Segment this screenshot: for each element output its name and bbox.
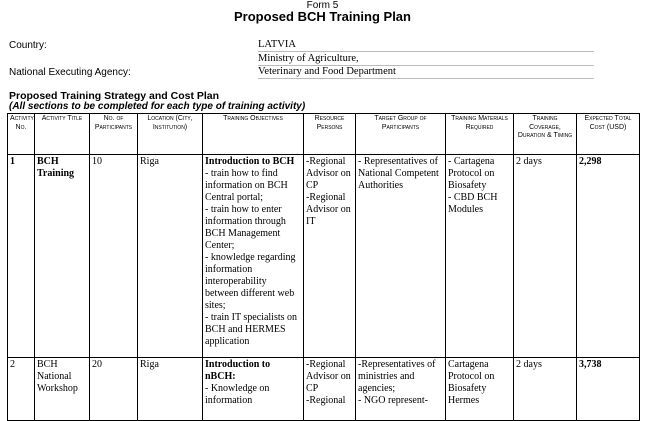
cell-resource-persons: -Regional Advisor on CP -Regional xyxy=(304,358,356,421)
col-header-activity-title: Activity Title xyxy=(35,114,90,155)
objectives-heading: Introduction to BCH xyxy=(205,156,295,167)
agency-label: National Executing Agency: xyxy=(9,67,131,78)
agency-value-line-2: Veterinary and Food Department xyxy=(258,66,594,79)
cell-activity-title: BCH Training xyxy=(35,155,90,358)
cell-resource-persons: -Regional Advisor on CP -Regional Advisor on IT xyxy=(304,155,356,358)
cell-activity-no: 2 xyxy=(8,358,35,421)
cell-participants: 10 xyxy=(90,155,138,358)
country-value: LATVIA xyxy=(258,39,594,52)
cell-cost: 2,298 xyxy=(577,155,640,358)
table-row xyxy=(8,358,640,421)
country-label: Country: xyxy=(9,40,47,51)
cell-activity-title: BCH National Workshop xyxy=(35,358,90,421)
section-title: Proposed Training Strategy and Cost Plan xyxy=(9,90,220,102)
agency-value-line-1: Ministry of Agriculture, xyxy=(258,53,594,66)
section-subtitle: (All sections to be completed for each type of training activity) xyxy=(9,101,306,112)
cell-cost: 3,738 xyxy=(577,358,640,421)
col-header-target-group: Target Group of Participants xyxy=(356,114,446,155)
training-plan-table xyxy=(7,113,640,421)
table-row xyxy=(8,155,640,358)
page-title: Proposed BCH Training Plan xyxy=(234,9,411,24)
cell-activity-no: 1 xyxy=(8,155,35,358)
cell-participants: 20 xyxy=(90,358,138,421)
col-header-activity-no: Activity No. xyxy=(8,114,35,155)
col-header-location: Location (City, Institution) xyxy=(138,114,203,155)
col-header-objectives: Training Objectives xyxy=(203,114,304,155)
col-header-coverage: Training Coverage, Duration & Timing xyxy=(514,114,577,155)
cell-coverage: 2 days xyxy=(514,358,577,421)
col-header-participants: No. of Participants xyxy=(90,114,138,155)
col-header-materials: Training Materials Required xyxy=(446,114,514,155)
cell-materials: - Cartagena Protocol on Biosafety - CBD BCH Modules xyxy=(446,155,514,358)
cell-location: Riga xyxy=(138,155,203,358)
objectives-text: - train how to find information on BCH Central portal; - train how to enter information through BCH Management Center; - knowledge regarding information interoperability between different web sites; - train IT specialists on BCH and HERMES application xyxy=(205,168,298,347)
cell-target-group: -Representatives of ministries and agencies; - NGO represent- xyxy=(356,358,446,421)
objectives-text: - Knowledge on information xyxy=(205,383,270,406)
form-number: Form 5 xyxy=(306,0,339,11)
cell-target-group: - Representatives of National Competent Authorities xyxy=(356,155,446,358)
cell-materials: Cartagena Protocol on Biosafety Hermes xyxy=(446,358,514,421)
objectives-heading: Introduction to nBCH: xyxy=(205,359,271,382)
col-header-cost: Expected Total Cost (USD) xyxy=(577,114,640,155)
col-header-resource-persons: Resource Persons xyxy=(304,114,356,155)
cell-objectives xyxy=(203,358,304,421)
cell-objectives xyxy=(203,155,304,358)
cell-location: Riga xyxy=(138,358,203,421)
cell-coverage: 2 days xyxy=(514,155,577,358)
table-header-row xyxy=(8,114,640,155)
